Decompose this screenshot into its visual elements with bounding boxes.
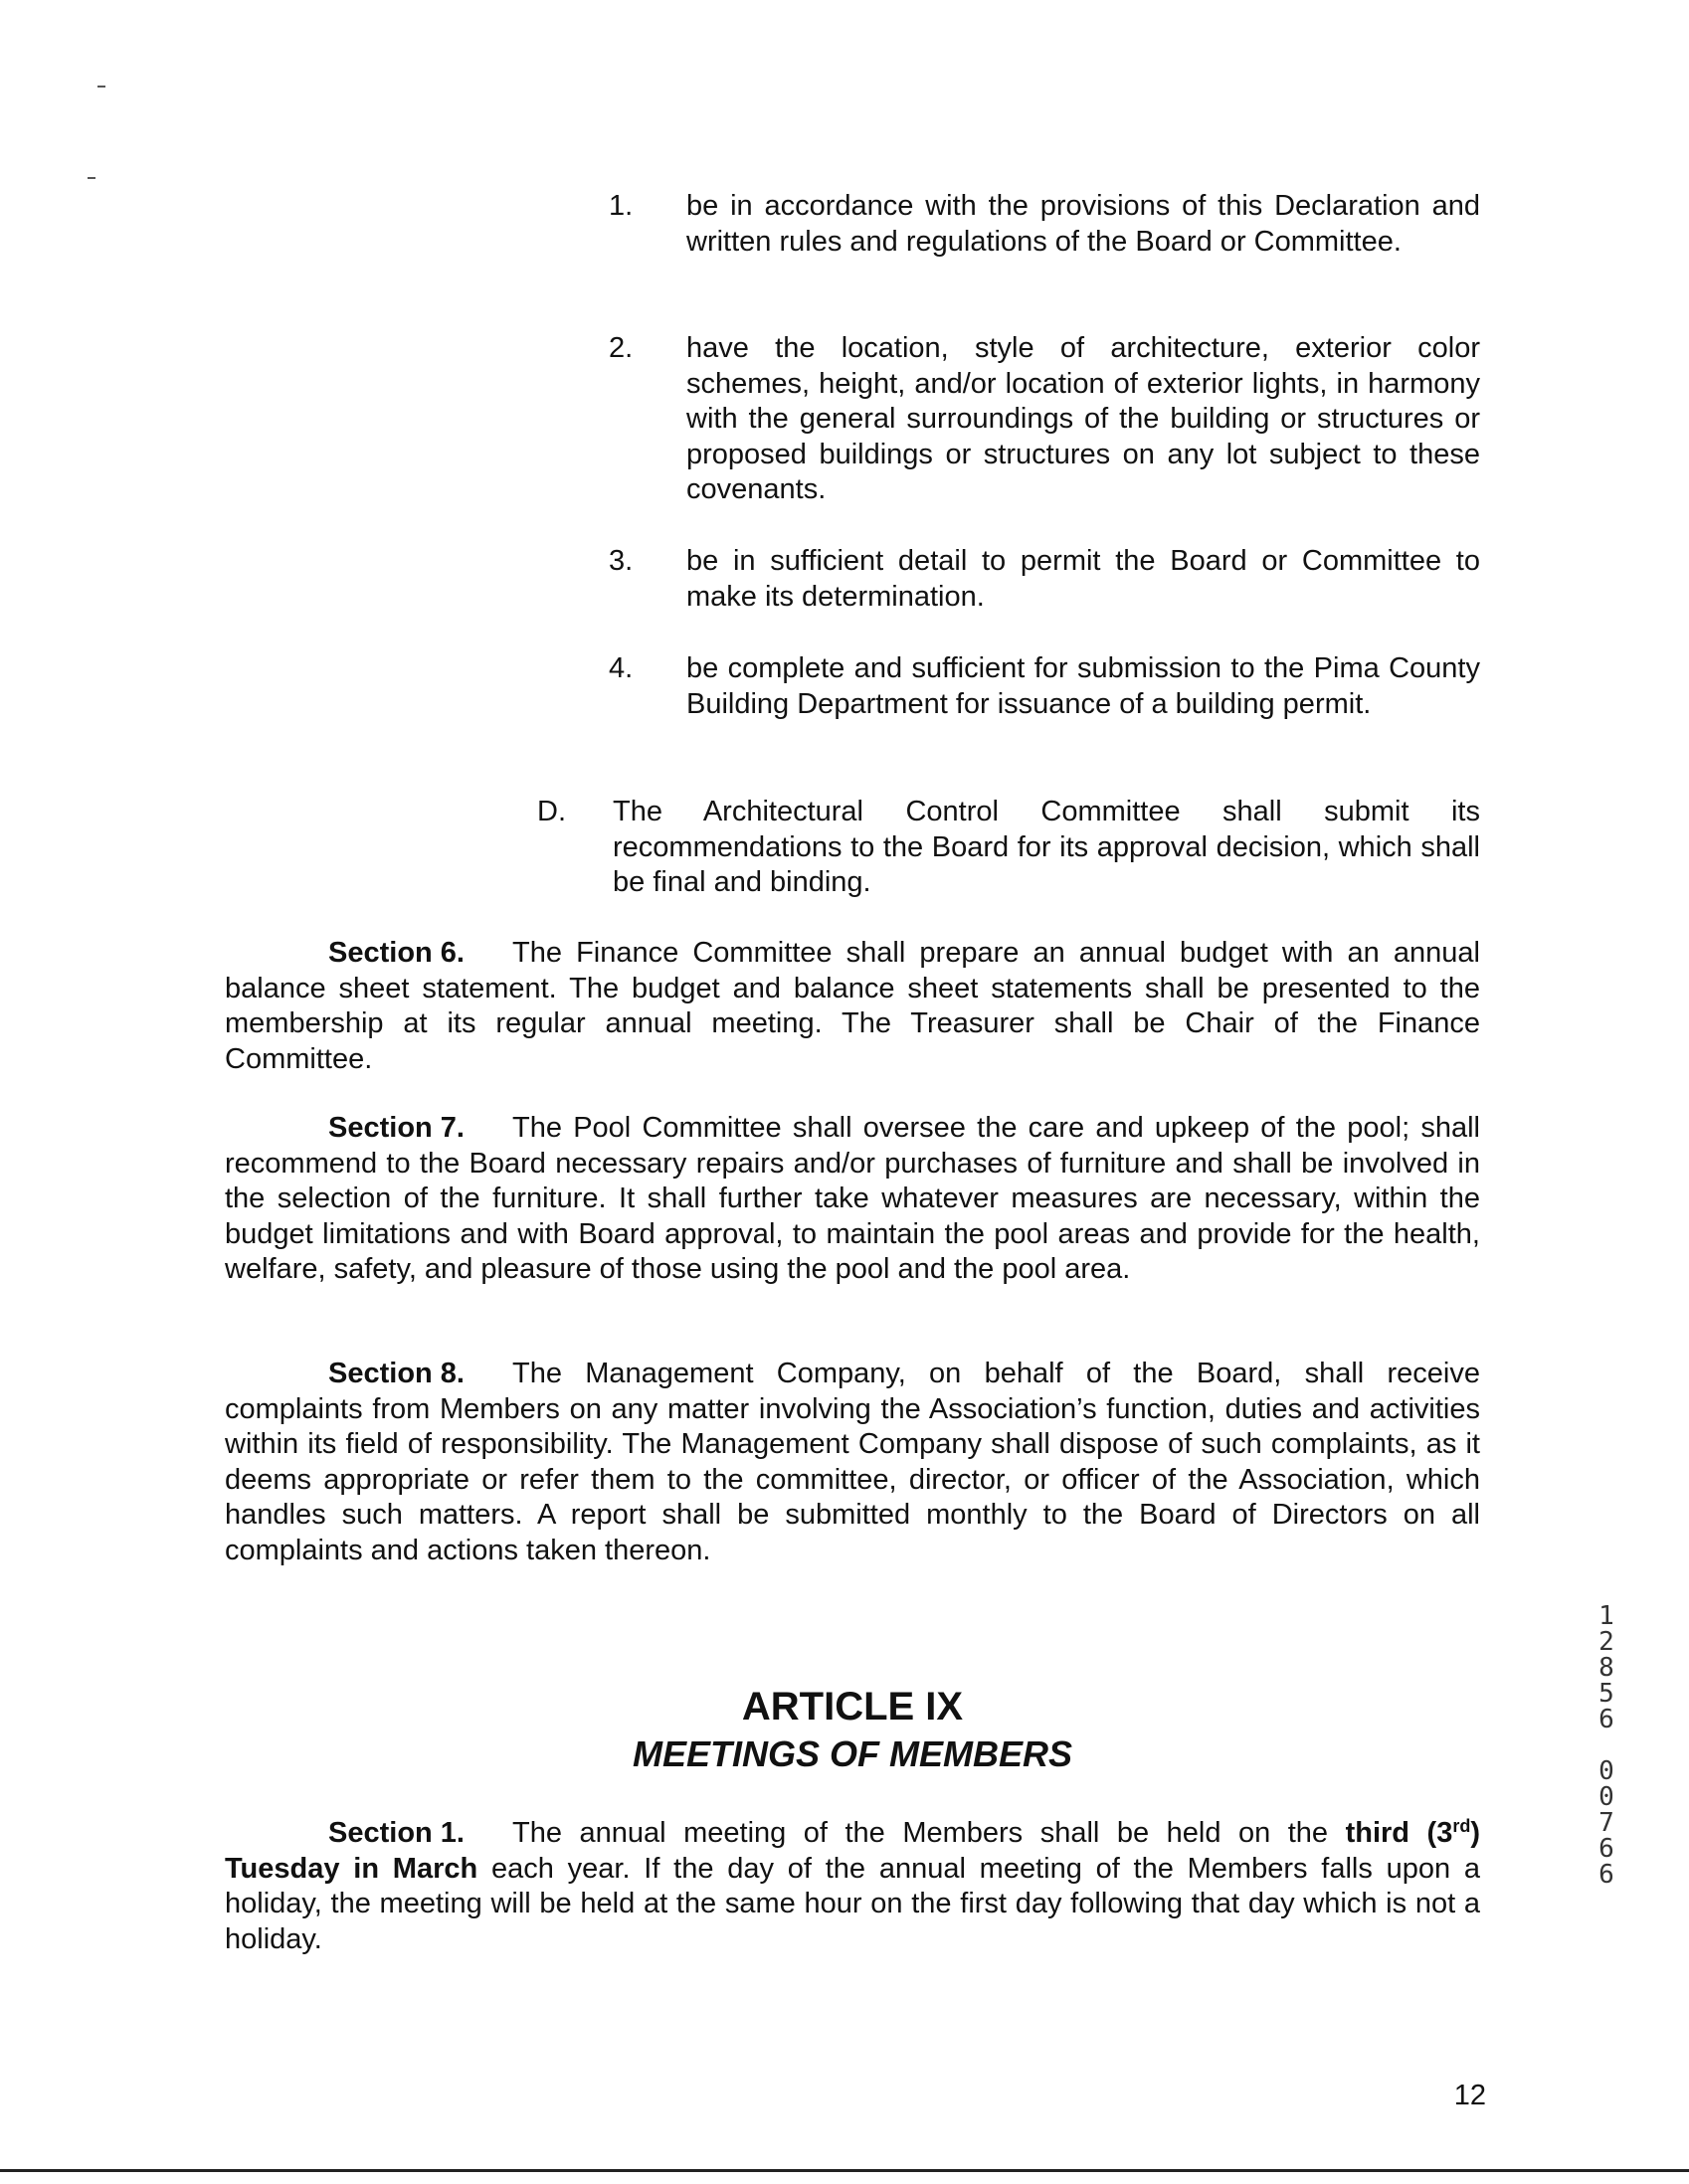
list-item-text: be in accordance with the provisions of this Declaration and written rules and regulations of the Board or Committee.: [686, 190, 1480, 258]
list-item-3: [609, 544, 1480, 619]
section-text: The Management Company, on behalf of the Board, shall receive complaints from Members on any matter involving the Association’s function, duties and activities within its field of responsibility. The Management Company shall dispose of such complaints, as it deems appropriate or refer them to the committee, director, or officer of the Association, which handles such matters. A report shall be submitted monthly to the Board of Directors on all complaints and actions taken thereon.: [225, 1358, 1480, 1566]
section-text: The Finance Committee shall prepare an annual budget with an annual balance sheet statement. The budget and balance sheet statements shall be presented to the membership at its regular annual meeting. The Treasurer shall be Chair of the Finance Committee.: [225, 937, 1480, 1075]
list-item-1: [609, 189, 1480, 298]
section-7: [225, 1111, 1480, 1288]
list-item-letter: D.: [537, 796, 566, 827]
section-text-after: each year. If the day of the annual meeting of the Members falls upon a holiday, the meeting will be held at the same hour on the first day following that day which is not a holiday.: [225, 1852, 1481, 1955]
article-subtitle: MEETINGS OF MEMBERS: [632, 1733, 1073, 1774]
scan-mark: [97, 86, 105, 88]
section-heading: Section 6.: [328, 937, 465, 969]
list-item-text: The Architectural Control Committee shall submit its recommendations to the Board for its approval decision, which shall be final and binding.: [613, 796, 1480, 898]
section-6: [225, 936, 1480, 1077]
list-item-number: 4.: [609, 652, 634, 684]
list-item-text: be complete and sufficient for submission to the Pima County Building Department for issuance of a building permit.: [686, 652, 1480, 720]
section-8: [225, 1357, 1480, 1568]
list-item-2: [609, 331, 1480, 510]
section-text-before: The annual meeting of the Members shall be held on the: [512, 1817, 1329, 1849]
section-heading: Section 7.: [328, 1112, 465, 1144]
page-bottom-rule: [0, 2169, 1689, 2172]
list-item-number: 2.: [609, 332, 634, 364]
list-item-number: 1.: [609, 190, 634, 222]
scan-mark: [88, 177, 95, 179]
section-heading: Section 1.: [328, 1817, 465, 1849]
article-title: ARTICLE IX: [741, 1685, 964, 1729]
section-heading: Section 8.: [328, 1358, 465, 1389]
meeting-week: third (3rd): [1345, 1816, 1480, 1849]
page-number: 12: [1453, 2080, 1486, 2111]
list-item-text: be in sufficient detail to permit the Board or Committee to make its determination.: [686, 545, 1480, 613]
section-text: The Pool Committee shall oversee the care and upkeep of the pool; shall recommend to the Board necessary repairs and/or purchases of furniture and shall be involved in the selection of the furniture. It shall further take whatever measures are necessary, within the budget limitations and with Board approval, to maintain the pool areas and provide for the health, welfare, safety, and pleasure of those using the pool and the pool area.: [225, 1112, 1480, 1285]
article-section-1: [225, 1816, 1480, 1957]
meeting-day: Tuesday in March: [225, 1852, 478, 1885]
list-item-d: [537, 795, 1480, 904]
list-item-number: 3.: [609, 545, 634, 577]
recording-number-stamp: 1 2 8 5 6 0 0 7 6 6: [1598, 1601, 1614, 1890]
list-item-4: [609, 651, 1480, 761]
list-item-text: have the location, style of architecture, exterior color schemes, height, and/or location of exterior lights, in harmony with the general surroundings of the building or structures or proposed buildings or structures on any lot subject to these covenants.: [686, 332, 1480, 505]
